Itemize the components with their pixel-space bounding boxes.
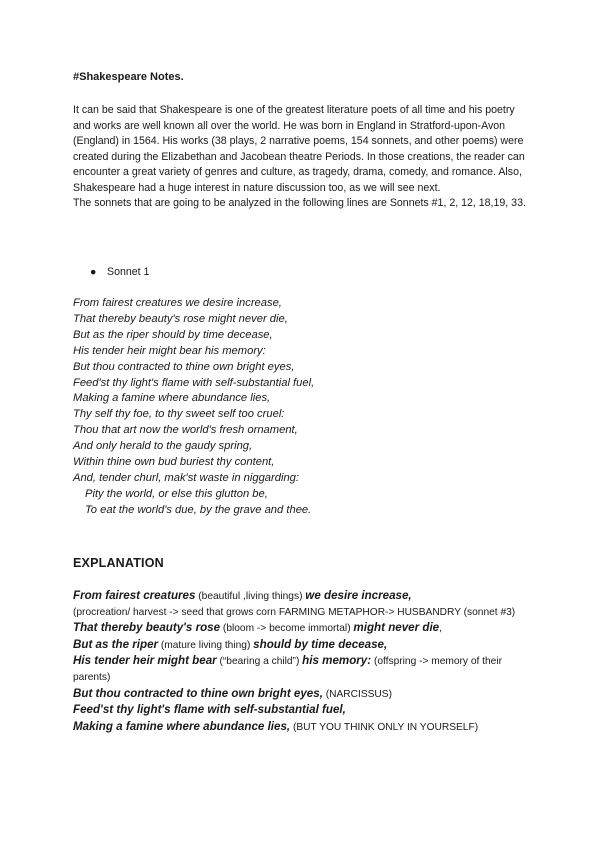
explanation-line-7 [73, 719, 533, 736]
explanation-line-1 [73, 588, 533, 605]
poem-line: But thou contracted to thine own bright eyes, [73, 360, 295, 373]
note-text: , [439, 623, 442, 635]
intro-sonnets-list: The sonnets that are going to be analyzed in the following lines are Sonnets #1, 2, 12, 18,19, 33. [73, 197, 526, 209]
quote-text: Feed'st thy light's flame with self-substantial fuel, [73, 703, 346, 717]
intro-paragraph: It can be said that Shakespeare is one of the greatest literature poets of all time and his poetry and works are well known all over the world. He was born in England in Stratford-upon-Avon (England) in 1564. His works (38 plays, 2 narrative poems, 154 sonnets, and other poems) were created during the Elizabethan and Jacobean theatre Periods. In those creations, the reader can encounter a great variety of genres and culture, as tragedy, drama, comedy, and romance. Also, Shakespeare had a huge interest in nature discussion too, as we will see next. [73, 104, 525, 194]
bullet-label: Sonnet 1 [107, 266, 150, 278]
poem-line: And, tender churl, mak'st waste in niggarding: [73, 471, 300, 484]
explanation-line-6 [73, 702, 533, 719]
document-title: #Shakespeare Notes. [73, 71, 184, 83]
note-text: (procreation/ harvest -> seed that grows corn FARMING METAPHOR-> HUSBANDRY (sonnet #3) [73, 606, 516, 618]
quote-text: Making a famine where abundance lies, [73, 719, 291, 733]
poem-line: And only herald to the gaudy spring, [73, 440, 253, 453]
poem-couplet-line: To eat the world's due, by the grave and thee. [85, 503, 312, 516]
quote-text: might never die [353, 621, 440, 635]
poem-line: Making a famine where abundance lies, [73, 392, 271, 405]
intro-section [73, 103, 533, 212]
quote-text: his memory: [302, 654, 372, 668]
explanation-line-2 [73, 620, 533, 637]
quote-text: should by time decease, [253, 637, 388, 651]
sonnet-bullet [90, 266, 149, 278]
poem-line: From fairest creatures we desire increase, [73, 297, 282, 309]
quote-text: That thereby beauty's rose [73, 621, 221, 635]
explanation-line-3 [73, 637, 533, 654]
note-text: (bloom -> become immortal) [220, 623, 354, 635]
poem-line: But as the riper should by time decease, [73, 328, 273, 341]
poem-line: That thereby beauty's rose might never die, [73, 312, 288, 325]
quote-text: His tender heir might bear [73, 654, 217, 668]
quote-text: From fairest creatures [73, 589, 196, 602]
note-text: (“bearing a child”) [216, 656, 303, 668]
note-text: (offspring -> memory of their parents) [73, 656, 503, 683]
poem-couplet-line: Pity the world, or else this glutton be, [85, 487, 268, 500]
poem-line: Feed'st thy light's flame with self-substantial fuel, [73, 376, 315, 389]
bullet-dot-icon: ● [90, 266, 97, 278]
quote-text: we desire increase, [305, 589, 412, 602]
poem-line: Thy self thy foe, to thy sweet self too cruel: [73, 408, 285, 421]
note-text: (NARCISSUS) [322, 688, 392, 700]
note-text: (BUT YOU THINK ONLY IN YOURSELF) [290, 721, 479, 733]
explanation-section [73, 588, 533, 735]
explanation-line-5 [73, 686, 533, 703]
explanation-heading: EXPLANATION [73, 556, 164, 570]
poem-line: His tender heir might bear his memory: [73, 344, 266, 357]
note-text: (beautiful ,living things) [195, 591, 306, 602]
poem-line: Within thine own bud buriest thy content, [73, 456, 275, 469]
poem-line: Thou that art now the world's fresh ornament, [73, 424, 298, 437]
sonnet-poem [73, 296, 314, 519]
explanation-line-4 [73, 653, 533, 685]
quote-text: But as the riper [73, 637, 159, 651]
note-text: (mature living thing) [158, 639, 254, 651]
quote-text: But thou contracted to thine own bright eyes, [73, 686, 323, 700]
